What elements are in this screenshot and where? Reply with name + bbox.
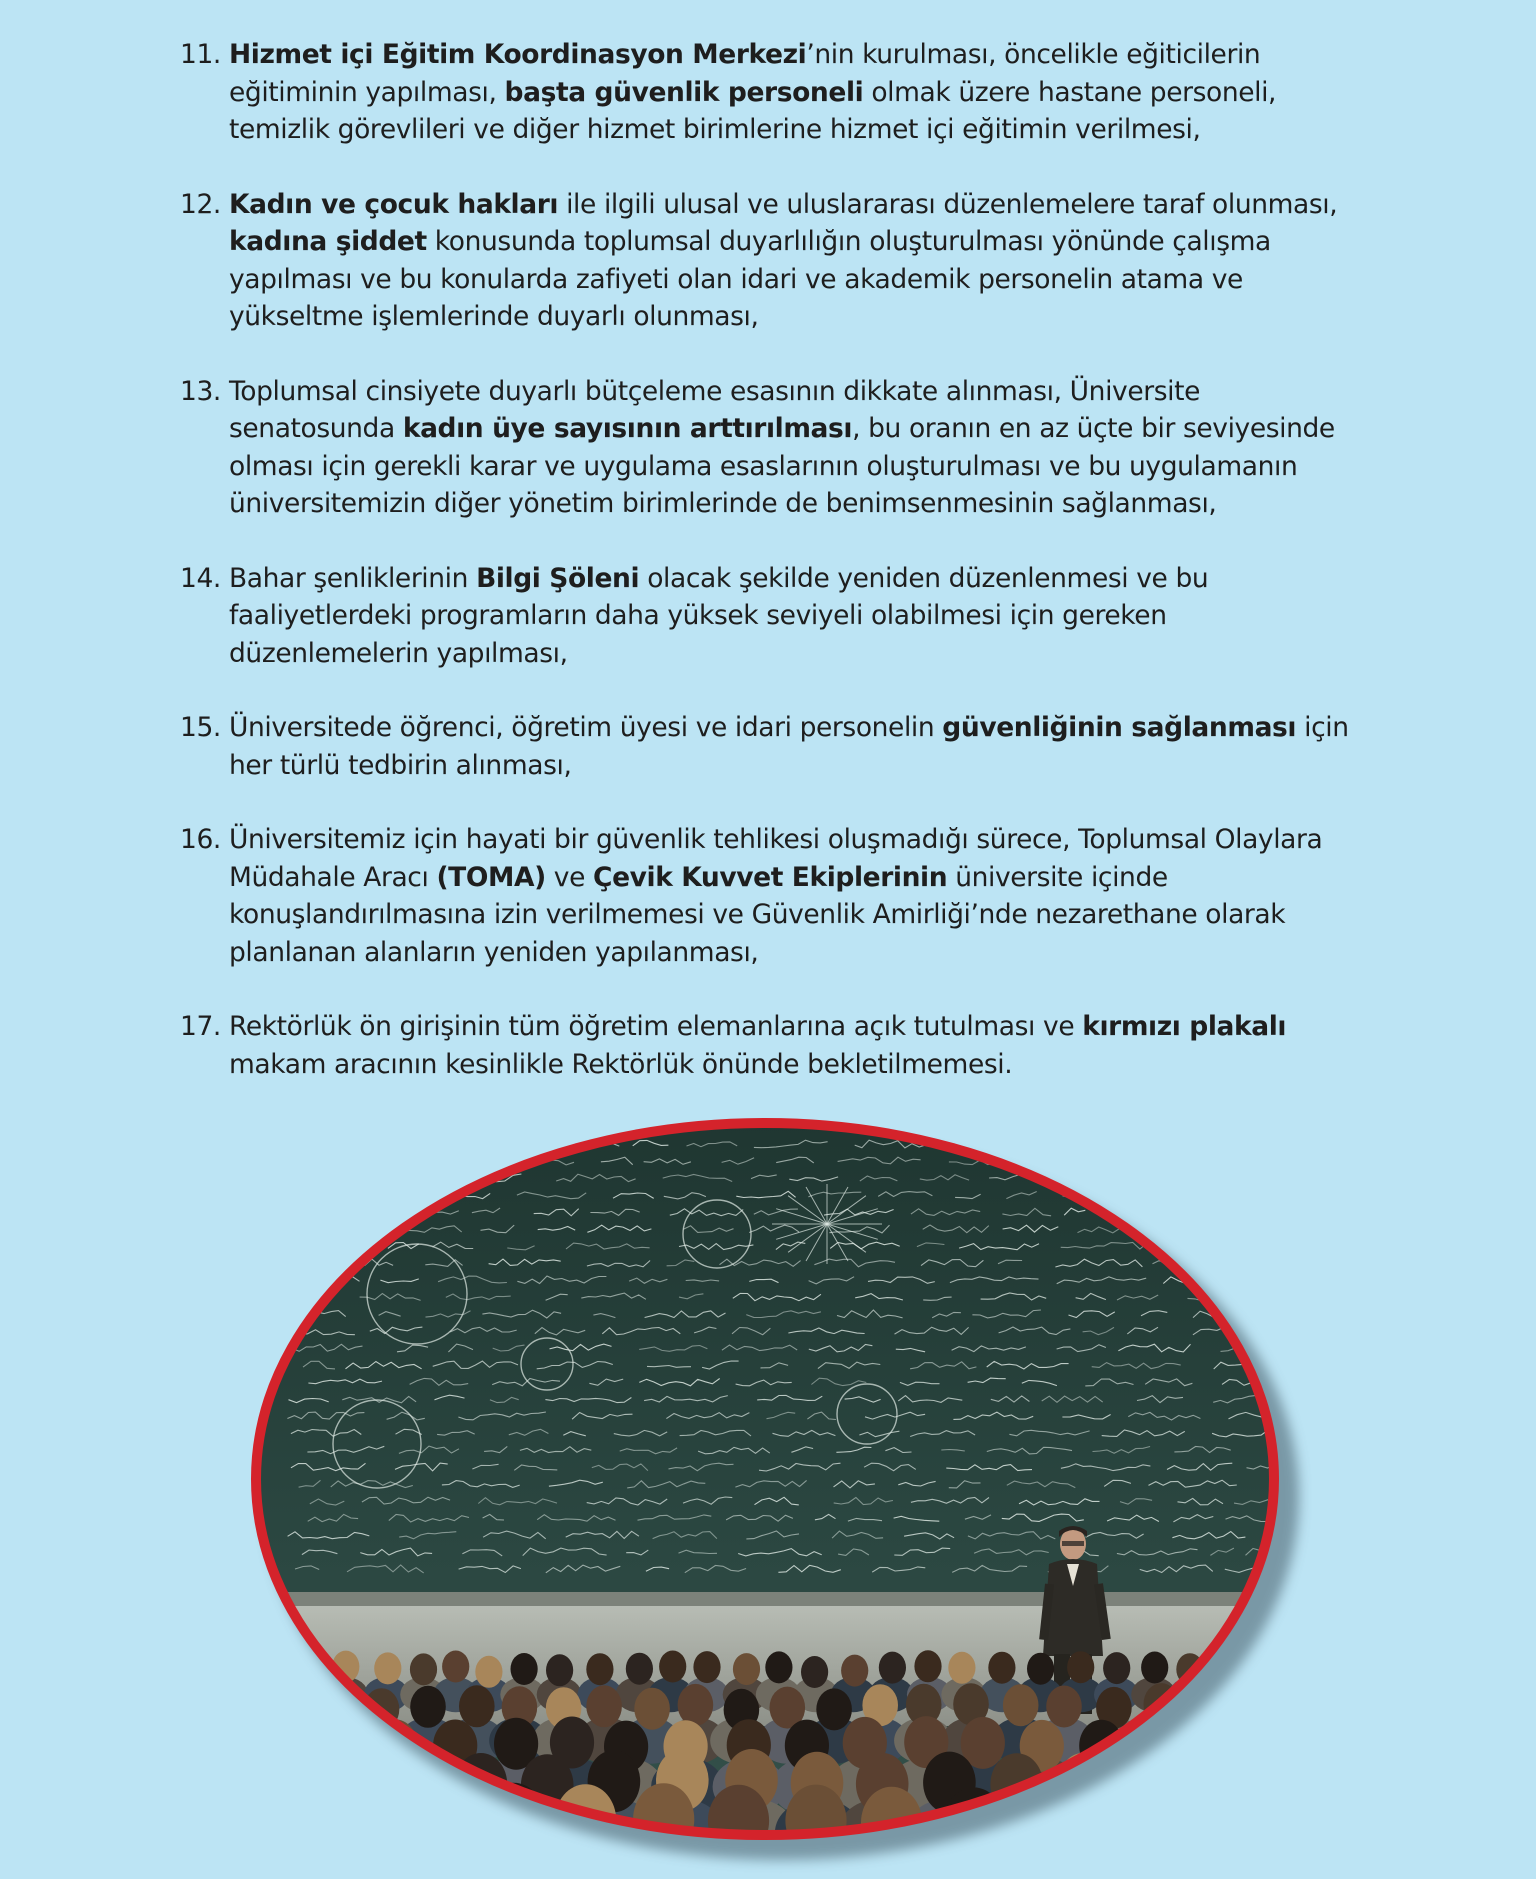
- list-item-text: [229, 189, 1337, 333]
- chalk-scribble: [290, 1209, 325, 1215]
- audience-member: [1081, 1787, 1182, 1844]
- text-segment: üniversite içinde konuşlandırılmasına izin verilmemesi ve Güvenlik Amirliği’nde nezarethane olarak planlanan alanların yeniden yapılanması,: [229, 861, 1286, 968]
- list-item-text: [229, 39, 1276, 145]
- text-segment: Toplumsal cinsiyete duyarlı bütçeleme esasının dikkate alınması, Üniversite senatosunda: [229, 375, 1200, 444]
- chalk-scribble: [347, 1208, 405, 1215]
- bold-phrase: Hizmet içi Eğitim Koordinasyon Merkezi: [229, 39, 807, 70]
- chalk-scribble: [1114, 1141, 1134, 1147]
- audience-member: [247, 1722, 317, 1816]
- chalk-scribble: [1202, 1140, 1267, 1147]
- list-item: [180, 1008, 1360, 1083]
- list-item-text: [229, 712, 1349, 781]
- audience-member: [1181, 1687, 1240, 1764]
- audience-member: [388, 1782, 489, 1844]
- bold-phrase: Bilgi Şöleni: [476, 562, 640, 594]
- list-item-number: 12.: [180, 188, 221, 220]
- chalk-scribble: [1162, 1242, 1236, 1250]
- text-segment: için her türlü tedbirin alınması,: [229, 712, 1349, 781]
- list-item: [180, 709, 1360, 784]
- text-segment: makam aracının kesinlikle Rektörlük önünde bekletilmemesi.: [229, 1048, 1013, 1080]
- chalk-scribble: [482, 1141, 531, 1148]
- chalk-scribble: [394, 1176, 436, 1180]
- audience-member: [1003, 1788, 1104, 1844]
- list-item-text: [229, 376, 1335, 520]
- chalk-scribble: [290, 1174, 372, 1181]
- chalk-scribble: [414, 1158, 489, 1165]
- audience-member: [1209, 1653, 1254, 1712]
- chalk-scribble: [448, 1174, 468, 1180]
- audience-member: [298, 1721, 371, 1816]
- text-segment: ile ilgili ulusal ve uluslararası düzenlemelere taraf olunması,: [558, 188, 1338, 220]
- chalk-scribble: [1114, 1210, 1141, 1213]
- audience-member: [1156, 1785, 1257, 1844]
- chalk-scribble: [1019, 1159, 1048, 1165]
- lecture-hall-image: [247, 1114, 1283, 1844]
- chalk-scribble: [387, 1141, 412, 1146]
- text-segment: ve: [545, 861, 594, 893]
- audience-member: [307, 1688, 366, 1763]
- chalk-scribble: [1205, 1208, 1241, 1213]
- audience-member: [1105, 1750, 1192, 1844]
- chalk-scribble: [1166, 1158, 1244, 1165]
- text-segment: konusunda toplumsal duyarlılığın oluşturulması yönünde çalışma yapılması ve bu konularda zafiyeti olan idari ve akademik personelin atama ve yükseltme işlemlerinde duyarlı olunması,: [229, 226, 1271, 332]
- audience-member: [1123, 1719, 1196, 1815]
- audience-member: [1173, 1755, 1260, 1844]
- list-item-text: [229, 1011, 1286, 1080]
- text-segment: ’nin kurulması, öncelikle eğiticilerin eğitiminin yapılması,: [229, 39, 1261, 108]
- audience-member: [247, 1787, 337, 1844]
- chalk-scribble: [316, 1227, 367, 1233]
- list-item-number: 16.: [180, 824, 221, 855]
- audience-member: [281, 1654, 326, 1713]
- audience-member: [1184, 1718, 1257, 1815]
- chalk-scribble: [1160, 1191, 1231, 1199]
- text-segment: , bu oranın en az üçte bir seviyesinde olması için gerekli karar ve uygulama esaslarının oluşturulması ve bu uygulamanın üniversitemizin diğer yönetim birimlerinde de benimsenmesinin sağlanması,: [229, 413, 1335, 519]
- audience-member: [1223, 1688, 1282, 1764]
- chalk-scribble: [1208, 1277, 1277, 1283]
- chalk-scribble: [294, 1193, 331, 1199]
- bold-phrase: başta güvenlik personeli: [504, 76, 864, 108]
- chalk-scribble: [1208, 1174, 1269, 1179]
- text-segment: olmak üzere hastane personeli, temizlik görevlileri ve diğer hizmet birimlerine hizmet içi eğitimin verilmesi,: [229, 76, 1277, 145]
- list-item-text: [229, 824, 1322, 968]
- chalk-scribble: [1108, 1175, 1184, 1181]
- chalk-scribble: [1027, 1141, 1049, 1147]
- audience-member: [247, 1752, 325, 1844]
- chalk-scribble: [1154, 1143, 1175, 1147]
- bold-phrase: kadın üye sayısının arttırılması: [402, 413, 853, 444]
- bold-phrase: kırmızı plakalı: [1082, 1011, 1287, 1042]
- chalk-scribble: [1060, 1141, 1100, 1147]
- audience-member: [257, 1685, 316, 1763]
- list-item-number: 15.: [180, 712, 221, 743]
- list-item: [180, 560, 1360, 673]
- audience-member: [247, 1655, 292, 1713]
- list-item-text: [229, 563, 1208, 669]
- chalk-scribble: [1181, 1225, 1218, 1232]
- list-item-number: 14.: [180, 562, 221, 594]
- list-item-number: 17.: [180, 1011, 221, 1042]
- list-item: [180, 373, 1360, 523]
- lecture-hall-photo: [247, 1114, 1299, 1860]
- list-item: [180, 821, 1360, 971]
- bold-phrase: Kadın ve çocuk hakları: [229, 188, 559, 220]
- list-item-number: 13.: [180, 375, 221, 407]
- list-item: [180, 36, 1360, 149]
- chalk-scribble: [380, 1191, 421, 1199]
- chalk-scribble: [435, 1141, 467, 1148]
- text-segment: Üniversitede öğrenci, öğretim üyesi ve idari personelin: [229, 712, 943, 743]
- chalk-scribble: [314, 1242, 367, 1249]
- chalk-scribble: [303, 1158, 386, 1165]
- text-segment: Bahar şenliklerinin: [229, 562, 477, 594]
- chalk-scribble: [302, 1141, 361, 1147]
- bold-phrase: güvenliğinin sağlanması: [942, 712, 1297, 743]
- text-segment: olacak şekilde yeniden düzenlenmesi ve bu faaliyetlerdeki programların daha yüksek seviyeli olabilmesi için gereken düzenlemelerin yapılması,: [229, 562, 1209, 669]
- audience-member: [303, 1754, 390, 1844]
- chalk-scribble: [1158, 1210, 1181, 1215]
- list-item: [180, 186, 1360, 336]
- chalk-scribble: [1053, 1177, 1074, 1181]
- chalk-scribble: [1237, 1226, 1283, 1233]
- chalk-scribble: [1062, 1158, 1146, 1165]
- bold-phrase: Çevik Kuvvet Ekiplerinin: [593, 861, 948, 893]
- chalk-scribble: [345, 1191, 366, 1198]
- audience-member: [368, 1754, 455, 1844]
- chalk-ledge: [247, 1592, 1283, 1606]
- list-item-number: 11.: [180, 39, 221, 70]
- numbered-list: [180, 36, 1360, 1120]
- bold-phrase: (TOMA): [436, 861, 546, 893]
- text-segment: Rektörlük ön girişinin tüm öğretim elemanlarına açık tutulması ve: [229, 1011, 1083, 1042]
- bold-phrase: kadına şiddet: [229, 226, 427, 257]
- text-segment: Üniversitemiz için hayati bir güvenlik tehlikesi oluşmadığı sürece, Toplumsal Olaylara Müdahale Aracı: [229, 824, 1323, 893]
- audience-member: [308, 1786, 409, 1844]
